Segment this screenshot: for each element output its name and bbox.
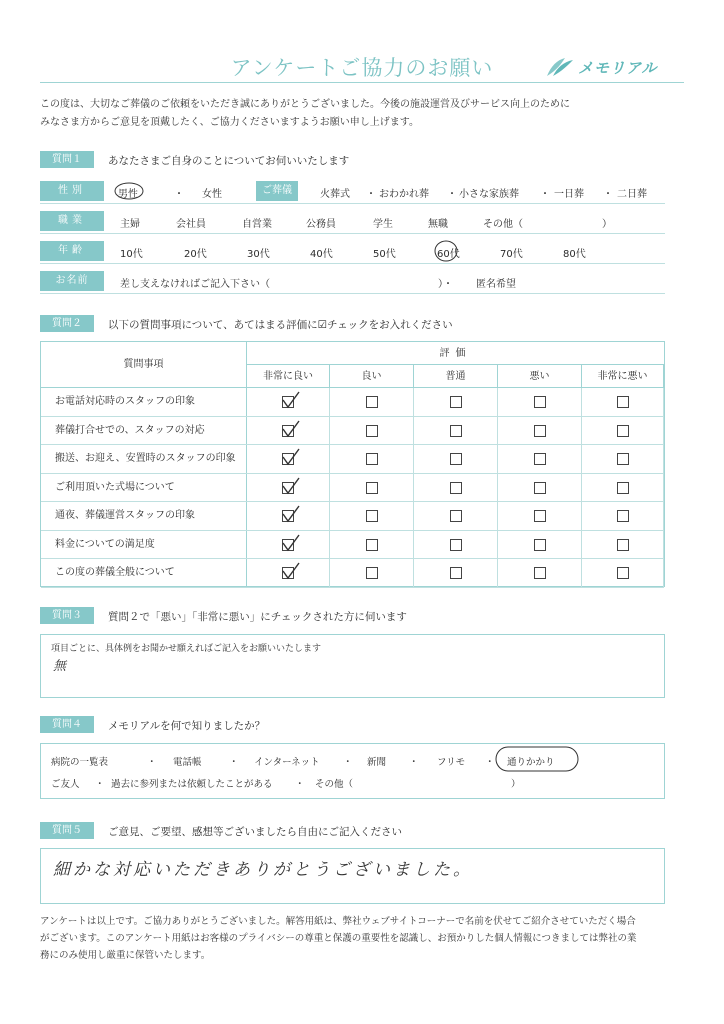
rating-checkbox[interactable] (282, 396, 294, 408)
rating-cell (330, 388, 414, 416)
separator: ・ (447, 189, 457, 200)
source-option[interactable]: フリモ (437, 757, 466, 768)
checkmark-icon (281, 561, 301, 581)
eval-column-header: 良い (330, 365, 414, 388)
funeral-label: ご葬儀 (256, 181, 298, 201)
intro-text (40, 96, 690, 132)
anonymous-option[interactable]: 匿名希望 (476, 279, 516, 290)
eval-column-header: 悪い (498, 365, 582, 388)
rating-checkbox[interactable] (282, 539, 294, 551)
q4-text: メモリアルを何で知りましたか？ (108, 720, 266, 732)
rating-cell (498, 474, 582, 502)
source-option[interactable]: 過去に参列または依頼したことがある (111, 779, 273, 790)
q5-tag: 質問５ (40, 822, 94, 839)
eval-column-header: 非常に悪い (582, 365, 664, 388)
rating-cell (498, 531, 582, 559)
age-option[interactable]: 20代 (184, 249, 207, 260)
separator: ・ (485, 757, 495, 768)
q1-text: あなたさまご自身のことについてお伺いいたします (108, 155, 350, 167)
rating-checkbox[interactable] (617, 539, 629, 551)
rating-cell (582, 388, 664, 416)
leaf-logo-icon (545, 56, 575, 78)
q1-tag: 質問１ (40, 151, 94, 168)
separator: ・ (95, 779, 105, 790)
q5-answer-box[interactable] (40, 848, 665, 904)
separator: ・ (540, 189, 550, 200)
rating-checkbox[interactable] (366, 482, 378, 494)
rating-checkbox[interactable] (366, 453, 378, 465)
rating-row (41, 474, 664, 503)
rating-checkbox[interactable] (450, 567, 462, 579)
other-close: ） (511, 779, 521, 790)
q3-text: 質問２で「悪い」「非常に悪い」にチェックされた方に伺います (108, 611, 407, 623)
rating-cell (330, 474, 414, 502)
rating-checkbox[interactable] (534, 425, 546, 437)
selection-circle-icon (495, 746, 579, 772)
rating-row (41, 388, 664, 417)
funeral-option[interactable]: 二日葬 (617, 189, 647, 200)
rating-checkbox[interactable] (617, 425, 629, 437)
rating-cell (582, 502, 664, 530)
rating-checkbox[interactable] (450, 396, 462, 408)
rating-checkbox[interactable] (617, 482, 629, 494)
funeral-option[interactable]: 火葬式 (320, 189, 350, 200)
source-option[interactable]: 新聞 (367, 757, 387, 768)
rating-row (41, 531, 664, 560)
rating-row-label: 搬送、お迎え、安置時のスタッフの印象 (41, 445, 247, 473)
rating-cell (498, 445, 582, 473)
separator: ・ (229, 757, 239, 768)
q3-hint: 項目ごとに、具体例をお聞かせ願えればご記入をお願いいたします (51, 644, 322, 654)
header-item: 質問事項 (41, 342, 247, 388)
age-label: 年齢 (40, 241, 104, 261)
q4-tag: 質問４ (40, 716, 94, 733)
q5-text: ご意見、ご要望、感想等ございましたら自由にご記入ください (108, 826, 402, 838)
page-title: アンケートご協力のお願い (230, 56, 494, 80)
job-other-close: ） (602, 219, 612, 230)
company-logo (545, 56, 657, 78)
rating-cell (414, 445, 498, 473)
rating-table (40, 341, 665, 587)
gender-female[interactable]: 女性 (202, 189, 222, 200)
rating-cell (414, 417, 498, 445)
rating-cell (330, 559, 414, 587)
rating-cell (498, 388, 582, 416)
separator: ・ (409, 757, 419, 768)
title-divider (40, 82, 684, 83)
job-option[interactable]: 会社員 (176, 219, 206, 230)
separator: ・ (603, 189, 613, 200)
checkmark-icon (281, 447, 301, 467)
rating-cell (414, 502, 498, 530)
rating-row (41, 417, 664, 446)
rating-checkbox[interactable] (534, 539, 546, 551)
job-option[interactable]: 公務員 (306, 219, 336, 230)
rating-cell (582, 559, 664, 587)
rating-checkbox[interactable] (617, 567, 629, 579)
name-close: ）・ (438, 279, 453, 290)
rating-row (41, 502, 664, 531)
q3-tag: 質問３ (40, 607, 94, 624)
q3-handwritten-answer: 無 (53, 659, 67, 674)
rating-checkbox[interactable] (366, 539, 378, 551)
q5-handwritten-answer: 細かな対応いただきありがとうございました。 (53, 860, 473, 880)
age-option[interactable]: 40代 (310, 249, 333, 260)
rating-checkbox[interactable] (366, 567, 378, 579)
separator: ・ (343, 757, 353, 768)
rating-cell (414, 474, 498, 502)
checkmark-icon (281, 419, 301, 439)
q4-options-box (40, 743, 665, 799)
rating-checkbox[interactable] (366, 425, 378, 437)
intro-line-1: この度は、大切なご葬儀のご依頼をいただき誠にありがとうございました。今後の施設運営及びサービス向上のために (40, 99, 570, 110)
checkmark-icon (281, 390, 301, 410)
source-option[interactable]: インターネット (254, 757, 320, 768)
rating-checkbox[interactable] (534, 567, 546, 579)
rating-cell (498, 559, 582, 587)
source-option[interactable]: ご友人 (51, 779, 80, 790)
rating-row-label: 料金についての満足度 (41, 531, 247, 559)
rating-cell (582, 417, 664, 445)
rating-cell (582, 531, 664, 559)
q3-answer-box[interactable] (40, 634, 665, 698)
q1-row-job (40, 208, 665, 234)
eval-column-header: 普通 (414, 365, 498, 388)
funeral-option[interactable]: 一日葬 (554, 189, 584, 200)
rating-checkbox[interactable] (534, 453, 546, 465)
rating-row-label: この度の葬儀全般について (41, 559, 247, 587)
checkmark-icon (281, 504, 301, 524)
rating-cell (330, 502, 414, 530)
age-option[interactable]: 60代 (437, 249, 460, 260)
rating-cell (414, 388, 498, 416)
source-option-selected[interactable]: 通りかかり (507, 757, 555, 768)
age-option[interactable]: 70代 (500, 249, 523, 260)
age-option[interactable]: 80代 (563, 249, 586, 260)
rating-checkbox[interactable] (534, 510, 546, 522)
rating-cell (498, 417, 582, 445)
separator: ・ (147, 757, 157, 768)
rating-checkbox[interactable] (450, 510, 462, 522)
source-option[interactable]: 病院の一覧表 (51, 757, 109, 768)
rating-row-label: お電話対応時のスタッフの印象 (41, 388, 247, 416)
rating-cell (247, 559, 330, 587)
selection-circle-icon (113, 181, 145, 201)
job-label: 職業 (40, 211, 104, 231)
job-option-other[interactable]: その他（ (483, 219, 523, 230)
job-option[interactable]: 自営業 (242, 219, 272, 230)
separator: ・ (174, 189, 184, 200)
rating-checkbox[interactable] (534, 396, 546, 408)
rating-cell (330, 445, 414, 473)
rating-checkbox[interactable] (450, 425, 462, 437)
gender-male[interactable]: 男性 (118, 189, 138, 200)
q1-row-name (40, 268, 665, 294)
funeral-option[interactable]: 小さな家族葬 (459, 189, 519, 200)
rating-cell (247, 502, 330, 530)
separator: ・ (366, 189, 376, 200)
rating-cell (247, 531, 330, 559)
name-prompt: 差し支えなければご記入下さい（ (120, 279, 270, 290)
logo-text: メモリアル (578, 58, 658, 77)
rating-row (41, 445, 664, 474)
rating-cell (582, 474, 664, 502)
checkmark-icon (281, 476, 301, 496)
rating-cell (247, 417, 330, 445)
rating-checkbox[interactable] (282, 453, 294, 465)
q2-text: 以下の質問事項について、あてはまる評価に☑チェックをお入れください (108, 319, 453, 331)
name-label: お名前 (40, 271, 104, 291)
rating-cell (414, 531, 498, 559)
age-option[interactable]: 10代 (120, 249, 143, 260)
rating-checkbox[interactable] (450, 453, 462, 465)
footer-line-2: がございます。このアンケート用紙はお客様のプライバシーの尊重と保護の重要性を認識し、お預かりした個人情報につきましては弊社の業 (40, 933, 637, 944)
q2-tag: 質問２ (40, 315, 94, 332)
footer-line-1: アンケートは以上です。ご協力ありがとうございました。解答用紙は、弊社ウェブサイトコーナーで名前を伏せてご紹介させていただく場合 (40, 916, 636, 927)
rating-row (41, 559, 664, 588)
rating-checkbox[interactable] (282, 567, 294, 579)
source-option[interactable]: 電話帳 (173, 757, 202, 768)
rating-checkbox[interactable] (617, 510, 629, 522)
rating-checkbox[interactable] (617, 453, 629, 465)
job-option[interactable]: 学生 (373, 219, 393, 230)
rating-row-label: 葬儀打合せでの、スタッフの対応 (41, 417, 247, 445)
footer-line-3: 務にのみ使用し厳重に保管いたします。 (40, 950, 211, 961)
rating-checkbox[interactable] (534, 482, 546, 494)
rating-checkbox[interactable] (450, 539, 462, 551)
rating-checkbox[interactable] (282, 510, 294, 522)
source-option-other[interactable]: その他（ (315, 779, 354, 790)
job-option[interactable]: 主婦 (120, 219, 140, 230)
age-option[interactable]: 50代 (373, 249, 396, 260)
intro-line-2: みなさま方からご意見を頂戴したく、ご協力くださいますようお願い申し上げます。 (40, 117, 419, 128)
rating-cell (247, 445, 330, 473)
rating-cell (414, 559, 498, 587)
rating-checkbox[interactable] (366, 510, 378, 522)
rating-cell (330, 417, 414, 445)
header-eval: 評価 (247, 342, 664, 365)
footer-note (40, 913, 680, 964)
rating-checkbox[interactable] (617, 396, 629, 408)
rating-cell (247, 474, 330, 502)
eval-column-header: 非常に良い (247, 365, 330, 388)
rating-row-label: 通夜、葬儀運営スタッフの印象 (41, 502, 247, 530)
rating-checkbox[interactable] (366, 396, 378, 408)
rating-cell (330, 531, 414, 559)
rating-cell (498, 502, 582, 530)
funeral-option[interactable]: おわかれ葬 (379, 189, 429, 200)
age-option[interactable]: 30代 (247, 249, 270, 260)
rating-cell (247, 388, 330, 416)
q1-row-gender (40, 178, 665, 204)
job-option[interactable]: 無職 (428, 219, 448, 230)
rating-checkbox[interactable] (282, 425, 294, 437)
separator: ・ (295, 779, 305, 790)
gender-label: 性別 (40, 181, 104, 201)
q1-row-age (40, 238, 665, 264)
rating-checkbox[interactable] (450, 482, 462, 494)
selection-circle-icon (434, 239, 458, 263)
rating-row-label: ご利用頂いた式場について (41, 474, 247, 502)
rating-cell (582, 445, 664, 473)
checkmark-icon (281, 533, 301, 553)
rating-checkbox[interactable] (282, 482, 294, 494)
